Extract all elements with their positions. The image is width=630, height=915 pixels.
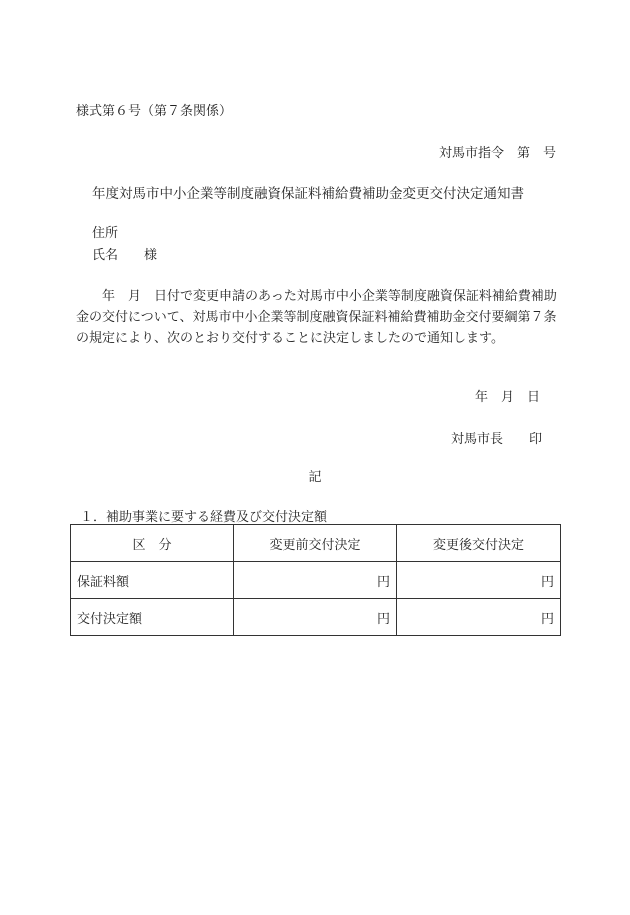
before-amount: 円	[234, 599, 397, 636]
ki-marker: 記	[308, 470, 322, 485]
before-amount: 円	[234, 562, 397, 599]
row-label: 保証料額	[71, 562, 234, 599]
table-header-row	[71, 525, 561, 562]
table-row	[71, 599, 561, 636]
column-header-after: 変更後交付決定	[397, 525, 561, 562]
issuer-signature: 対馬市長 印	[450, 432, 542, 447]
notice-body: 年 月 日付で変更申請のあった対馬市中小企業等制度融資保証料補給費補助金の交付について、対馬市中小企業等制度融資保証料補給費補助金交付要綱第７条の規定により、次のとおり交付することに決定しましたので通知します。	[76, 289, 557, 346]
amounts-table	[70, 524, 561, 636]
row-label: 交付決定額	[71, 599, 234, 636]
column-header-category: 区 分	[71, 525, 234, 562]
name-label: 氏名 様	[92, 248, 158, 263]
column-header-before: 変更前交付決定	[234, 525, 397, 562]
table-row	[71, 562, 561, 599]
date-line: 年 月 日	[474, 390, 540, 405]
address-label: 住所	[92, 226, 119, 241]
after-amount: 円	[397, 599, 561, 636]
document-title: 年度対馬市中小企業等制度融資保証料補給費補助金変更交付決定通知書	[92, 186, 524, 202]
form-number: 様式第６号（第７条関係）	[76, 104, 233, 119]
document-number: 対馬市指令 第 号	[438, 146, 556, 161]
after-amount: 円	[397, 562, 561, 599]
section-heading: １．補助事業に要する経費及び交付決定額	[80, 510, 328, 525]
